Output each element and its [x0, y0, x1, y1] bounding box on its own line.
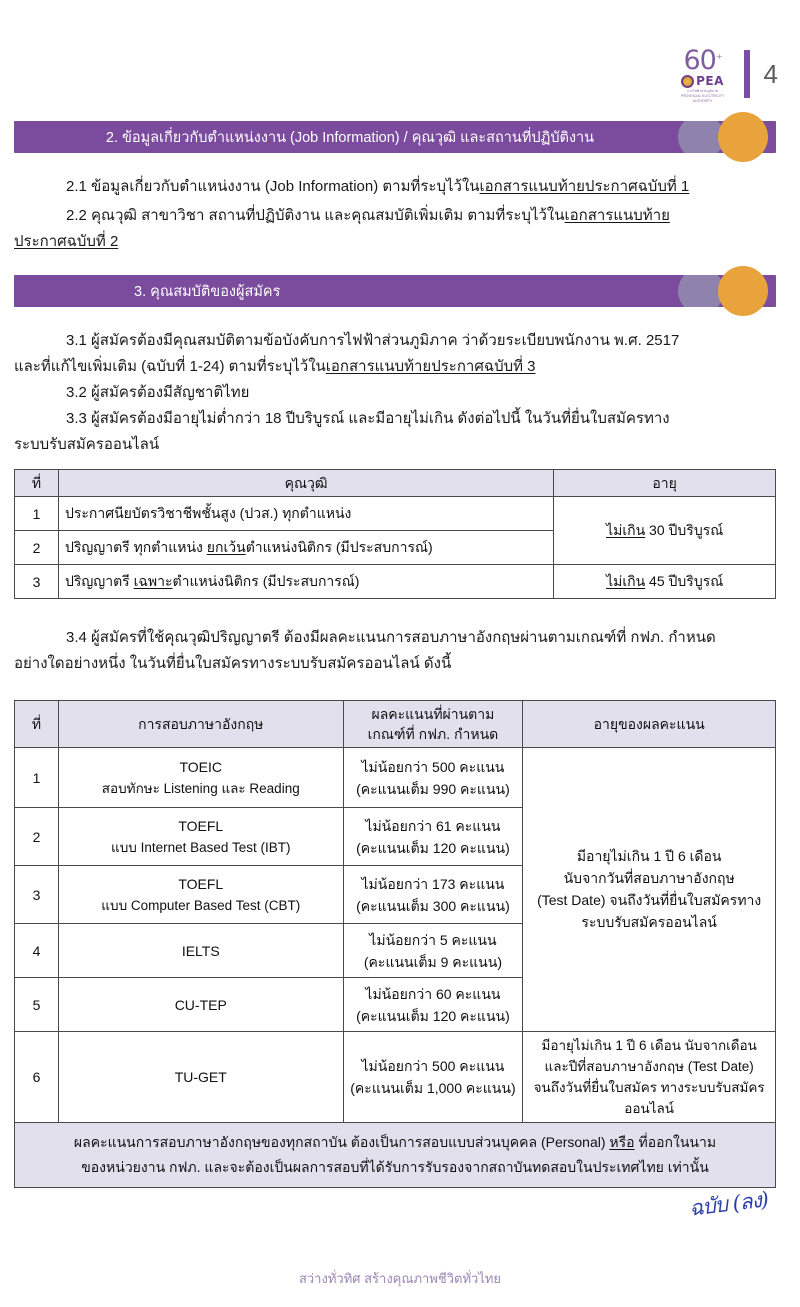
cell-no: 2 — [15, 531, 59, 565]
item-3-2-text: 3.2 ผู้สมัครต้องมีสัญชาติไทย — [66, 384, 250, 401]
exam-detail: สอบทักษะ Listening และ Reading — [101, 780, 300, 796]
cell-no: 3 — [15, 565, 59, 599]
cell-exam — [58, 924, 343, 978]
cell-exam — [58, 978, 343, 1032]
table-row — [15, 565, 776, 599]
age-limit-keyword: ไม่เกิน — [606, 521, 646, 538]
qualification-table-body — [15, 497, 776, 599]
qualification-text-suffix: ตำแหน่งนิติกร (มีประสบการณ์) — [172, 572, 360, 589]
page-number-divider — [744, 50, 750, 98]
exam-detail: แบบ Internet Based Test (IBT) — [111, 839, 291, 855]
cell-validity-group-2 — [523, 1032, 776, 1123]
cell-score — [343, 924, 523, 978]
cell-qualification — [58, 531, 553, 565]
score-minimum: ไม่น้อยกว่า 61 คะแนน — [365, 817, 501, 834]
cell-score — [343, 866, 523, 924]
cell-no: 4 — [15, 924, 59, 978]
th-score — [343, 701, 523, 748]
age-limit-value: 30 ปีบริบูรณ์ — [645, 521, 724, 538]
section-2-title: 2. ข้อมูลเกี่ยวกับตำแหน่งงาน (Job Information) / คุณวุฒิ และสถานที่ปฏิบัติงาน — [105, 129, 595, 146]
anniversary-number — [683, 44, 722, 76]
item-3-4-text: 3.4 ผู้สมัครที่ใช้คุณวุฒิปริญญาตรี ต้องมีผลคะแนนการสอบภาษาอังกฤษผ่านตามเกณฑ์ที่ กฟภ. กำหนด — [66, 629, 716, 646]
validity-line-2: นับจากวันที่สอบภาษาอังกฤษ — [563, 869, 735, 886]
cell-no: 1 — [15, 497, 59, 531]
qualification-text-suffix: ตำแหน่งนิติกร (มีประสบการณ์) — [245, 538, 433, 555]
item-2-1-reference: เอกสารแนบท้ายประกาศฉบับที่ 1 — [479, 178, 690, 195]
cell-age-group-2 — [554, 565, 776, 599]
item-3-4-text-cont: อย่างใดอย่างหนึ่ง ในวันที่ยื่นใบสมัครทางระบบรับสมัครออนไลน์ ดังนี้ — [14, 655, 452, 672]
item-3-1-line-1 — [14, 328, 778, 354]
exam-name: CU-TEP — [174, 996, 227, 1013]
cell-exam — [58, 808, 343, 866]
item-3-3-text: 3.3 ผู้สมัครต้องมีอายุไม่ต่ำกว่า 18 ปีบริบูรณ์ และมีอายุไม่เกิน ดังต่อไปนี้ ในวันที่ยื่นใบสมัครทาง — [66, 410, 670, 427]
th-no: ที่ — [15, 470, 59, 497]
th-score-line-2: เกณฑ์ที่ กฟภ. กำหนด — [367, 726, 499, 742]
item-2-1 — [14, 174, 778, 200]
table-note-row — [15, 1123, 776, 1188]
score-maximum: (คะแนนเต็ม 300 คะแนน) — [356, 897, 510, 914]
exam-name: TOEIC — [179, 758, 223, 775]
note-keyword: หรือ — [609, 1134, 635, 1150]
qualification-table-head — [15, 470, 776, 497]
table-row — [15, 1032, 776, 1123]
th-exam: การสอบภาษาอังกฤษ — [58, 701, 343, 748]
cell-score — [343, 1032, 523, 1123]
pea-abbrev-text: PEA — [696, 74, 724, 88]
item-3-1-reference: เอกสารแนบท้ายประกาศฉบับที่ 3 — [325, 358, 536, 375]
page-header — [672, 44, 778, 103]
cell-no: 6 — [15, 1032, 59, 1123]
table-header-row — [15, 701, 776, 748]
item-3-2 — [14, 380, 778, 406]
th-validity: อายุของผลคะแนน — [523, 701, 776, 748]
cell-no: 3 — [15, 866, 59, 924]
cell-score — [343, 808, 523, 866]
item-3-3-line-2 — [14, 432, 778, 458]
validity-line-4: ระบบรับสมัครออนไลน์ — [581, 913, 717, 930]
validity-line-3: จนถึงวันที่ยื่นใบสมัคร ทางระบบรับสมัคร — [533, 1080, 765, 1095]
score-minimum: ไม่น้อยกว่า 500 คะแนน — [361, 1058, 505, 1074]
note-line-1 — [25, 1130, 765, 1155]
cell-exam — [58, 866, 343, 924]
banner-orange-circle-decoration — [718, 112, 768, 162]
cell-score — [343, 978, 523, 1032]
note-text-part-2: ที่ออกในนาม — [634, 1134, 717, 1150]
pea-60th-logo — [672, 44, 734, 103]
anniversary-superscript: + — [715, 52, 722, 61]
item-2-2 — [14, 203, 778, 229]
cell-score — [343, 748, 523, 808]
th-age: อายุ — [554, 470, 776, 497]
english-table-body — [15, 748, 776, 1188]
exam-detail: แบบ Computer Based Test (CBT) — [101, 897, 301, 913]
pea-org-name-thai: การไฟฟ้าส่วนภูมิภาค — [686, 89, 719, 93]
cell-exam — [58, 1032, 343, 1123]
item-3-1-line-2 — [14, 354, 778, 380]
item-3-1-text: 3.1 ผู้สมัครต้องมีคุณสมบัติตามข้อบังคับการไฟฟ้าส่วนภูมิภาค ว่าด้วยระเบียบพนักงาน พ.ศ. 2517 — [66, 332, 680, 349]
pea-seal-icon — [681, 75, 694, 88]
cell-no: 5 — [15, 978, 59, 1032]
note-line-2: ของหน่วยงาน กฟภ. และจะต้องเป็นผลการสอบที่ได้รับการรับรองจากสถาบันทดสอบในประเทศไทย เท่านั้น — [81, 1159, 709, 1175]
item-3-4-line-2 — [14, 651, 778, 677]
cell-validity-group-1 — [523, 748, 776, 1032]
qualification-text: ปริญญาตรี — [64, 572, 134, 589]
anniversary-value: 60 — [683, 45, 716, 76]
english-test-table — [14, 700, 776, 1188]
validity-line-3: (Test Date) จนถึงวันที่ยื่นใบสมัครทาง — [537, 891, 762, 908]
item-3-3-text-cont: ระบบรับสมัครออนไลน์ — [14, 436, 160, 453]
cell-exam — [58, 748, 343, 808]
qualification-keyword: เฉพาะ — [133, 572, 173, 589]
cell-age-group-1 — [554, 497, 776, 565]
item-2-2-text: 2.2 คุณวุฒิ สาขาวิชา สถานที่ปฏิบัติงาน และคุณสมบัติเพิ่มเติม ตามที่ระบุไว้ใน — [66, 207, 565, 224]
qualification-text: ประกาศนียบัตรวิชาชีพชั้นสูง (ปวส.) ทุกตำแหน่ง — [64, 504, 352, 521]
exam-name: TU-GET — [174, 1069, 227, 1085]
th-qualification: คุณวุฒิ — [58, 470, 553, 497]
item-3-1-text-cont: และที่แก้ไขเพิ่มเติม (ฉบับที่ 1-24) ตามที่ระบุไว้ใน — [14, 358, 326, 375]
item-2-2-reference-cont: ประกาศฉบับที่ 2 — [14, 233, 119, 250]
page-number: 4 — [763, 58, 778, 89]
score-maximum: (คะแนนเต็ม 990 คะแนน) — [356, 780, 510, 797]
qualification-keyword: ยกเว้น — [206, 538, 246, 555]
pea-org-name-english: PROVINCIAL ELECTRICITY AUTHORITY — [680, 94, 725, 103]
item-3-3-line-1 — [14, 406, 778, 432]
item-2-2-reference: เอกสารแนบท้าย — [564, 207, 670, 224]
cell-note — [15, 1123, 776, 1188]
english-table-head — [15, 701, 776, 748]
score-maximum: (คะแนนเต็ม 1,000 คะแนน) — [350, 1080, 516, 1096]
score-minimum: ไม่น้อยกว่า 500 คะแนน — [361, 758, 505, 775]
validity-line-1: มีอายุไม่เกิน 1 ปี 6 เดือน นับจากเดือน — [541, 1038, 757, 1053]
table-row — [15, 748, 776, 808]
cell-no: 1 — [15, 748, 59, 808]
th-score-line-1: ผลคะแนนที่ผ่านตาม — [371, 706, 495, 722]
footer-slogan: สว่างทั่วทิศ สร้างคุณภาพชีวิตทั่วไทย — [298, 1271, 502, 1286]
age-limit-keyword: ไม่เกิน — [606, 572, 646, 589]
pea-logo-row — [681, 74, 724, 88]
exam-name: TOEFL — [178, 875, 224, 892]
table-row — [15, 497, 776, 531]
validity-line-1: มีอายุไม่เกิน 1 ปี 6 เดือน — [576, 847, 722, 864]
item-3-4-line-1 — [14, 625, 778, 651]
item-2-2-continuation — [14, 229, 778, 255]
cell-qualification — [58, 565, 553, 599]
cell-qualification — [58, 497, 553, 531]
cell-no: 2 — [15, 808, 59, 866]
section-3-banner — [14, 275, 776, 307]
score-maximum: (คะแนนเต็ม 9 คะแนน) — [363, 953, 502, 970]
score-minimum: ไม่น้อยกว่า 173 คะแนน — [361, 875, 505, 892]
section-3-title: 3. คุณสมบัติของผู้สมัคร — [134, 283, 281, 300]
handwritten-signature: ฉบับ (ลง) — [687, 1187, 770, 1221]
age-limit-value: 45 ปีบริบูรณ์ — [645, 572, 724, 589]
note-text-part-1: ผลคะแนนการสอบภาษาอังกฤษของทุกสถาบัน ต้องเป็นการสอบแบบส่วนบุคคล (Personal) — [73, 1134, 610, 1150]
section-2-banner — [14, 121, 776, 153]
table-header-row — [15, 470, 776, 497]
score-minimum: ไม่น้อยกว่า 60 คะแนน — [365, 985, 501, 1002]
qualification-text: ปริญญาตรี ทุกตำแหน่ง — [64, 538, 207, 555]
exam-name: TOEFL — [178, 817, 224, 834]
banner-orange-circle-decoration — [718, 266, 768, 316]
validity-line-4: ออนไลน์ — [624, 1101, 675, 1116]
item-2-1-text: 2.1 ข้อมูลเกี่ยวกับตำแหน่งงาน (Job Information) ตามที่ระบุไว้ใน — [66, 178, 480, 195]
exam-name: IELTS — [181, 942, 220, 959]
th-no: ที่ — [15, 701, 59, 748]
qualification-age-table — [14, 469, 776, 599]
score-maximum: (คะแนนเต็ม 120 คะแนน) — [356, 839, 510, 856]
score-minimum: ไม่น้อยกว่า 5 คะแนน — [369, 931, 497, 948]
validity-line-2: และปีที่สอบภาษาอังกฤษ (Test Date) — [544, 1059, 754, 1074]
score-maximum: (คะแนนเต็ม 120 คะแนน) — [356, 1007, 510, 1024]
